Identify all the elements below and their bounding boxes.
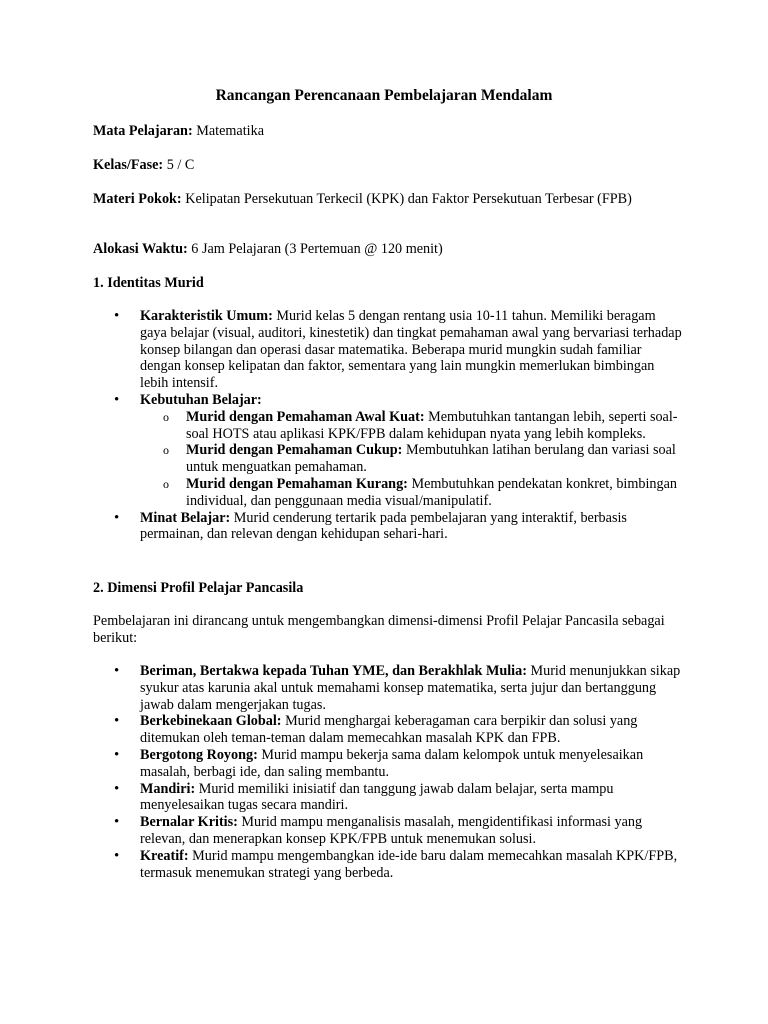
list-item [93, 510, 683, 544]
subject-value: Matematika [192, 123, 264, 139]
class-value: 5 / C [163, 157, 195, 173]
sublist-item [140, 476, 683, 510]
list-item [93, 308, 683, 392]
item-text: Murid cenderung tertarik pada pembelajaran yang interaktif, berbasis permainan, dan relevan dengan kehidupan sehari-hari. [140, 509, 627, 543]
item-label: Mandiri: [140, 780, 196, 797]
list-item [93, 747, 683, 781]
section2-heading: 2. Dimensi Profil Pelajar Pancasila [93, 580, 304, 596]
time-value: 6 Jam Pelajaran (3 Pertemuan @ 120 menit) [187, 241, 443, 257]
item-text: Murid menunjukkan sikap syukur atas karunia akal untuk memahami konsep matematika, serta jujur dan bertanggung jawab dalam mengerjakan tugas. [140, 663, 681, 713]
item-label: Kebutuhan Belajar: [140, 391, 262, 408]
list-item [93, 392, 683, 510]
sublist-item [140, 442, 683, 476]
item-label: Berkebinekaan Global: [140, 713, 282, 730]
item-label: Bergotong Royong: [140, 746, 258, 763]
item-text: Murid menghargai keberagaman cara berpikir dan solusi yang ditemukan oleh teman-teman dalam memecahkan masalah KPK dan FPB. [140, 713, 638, 747]
sublist [140, 409, 683, 510]
item-text: Murid mampu mengembangkan ide-ide baru dalam memecahkan masalah KPK/FPB, termasuk menemukan strategi yang berbeda. [140, 847, 678, 881]
subitem-label: Murid dengan Pemahaman Kurang: [186, 475, 408, 492]
sublist-item [140, 409, 683, 443]
section1-list [93, 308, 683, 543]
section2-intro: Pembelajaran ini dirancang untuk mengembangkan dimensi-dimensi Profil Pelajar Pancasila sebagai berikut: [93, 613, 665, 646]
item-label: Minat Belajar: [140, 509, 231, 526]
item-text: Murid mampu bekerja sama dalam kelompok untuk menyelesaikan masalah, berbagi ide, dan saling membantu. [140, 746, 644, 780]
subitem-label: Murid dengan Pemahaman Cukup: [186, 442, 403, 459]
subitem-text: Membutuhkan pendekatan konkret, bimbingan individual, dan penggunaan media visual/manipulatif. [186, 475, 678, 509]
subitem-text: Membutuhkan latihan berulang dan variasi soal untuk menguatkan pemahaman. [186, 442, 676, 476]
list-item [93, 848, 683, 882]
topic-line [93, 191, 683, 208]
item-label: Bernalar Kritis: [140, 814, 238, 831]
item-text: Murid mampu menganalisis masalah, mengidentifikasi informasi yang relevan, dan menerapkan konsep KPK/FPB untuk menemukan solusi. [140, 814, 643, 847]
list-item [93, 663, 683, 713]
section1-heading: 1. Identitas Murid [93, 275, 204, 291]
list-item [93, 814, 683, 848]
page-title: Rancangan Perencanaan Pembelajaran Mendalam [215, 87, 553, 104]
list-item [93, 713, 683, 747]
item-label: Beriman, Bertakwa kepada Tuhan YME, dan Berakhlak Mulia: [140, 663, 527, 679]
item-text: Murid kelas 5 dengan rentang usia 10-11 tahun. Memiliki beragam gaya belajar (visual, auditori, kinestetik) dan tingkat pemahaman awal yang bervariasi terhadap konsep bilangan dan operasi dasar matematika. Beberapa murid mungkin sudah familiar dengan konsep kelipatan dan faktor, sementara yang lain mungkin memerlukan bimbingan lebih intensif. [140, 308, 682, 392]
time-label: Alokasi Waktu: [93, 241, 188, 257]
subject-label: Mata Pelajaran: [93, 123, 193, 139]
item-text: Murid memiliki inisiatif dan tanggung jawab dalam belajar, serta mampu menyelesaikan tugas secara mandiri. [140, 780, 614, 814]
subject-line [93, 123, 683, 140]
item-label: Karakteristik Umum: [140, 308, 273, 324]
list-item [93, 781, 683, 815]
subitem-text: Membutuhkan tantangan lebih, seperti soal-soal HOTS atau aplikasi KPK/FPB dalam kehidupan nyata yang lebih kompleks. [186, 408, 678, 442]
class-label: Kelas/Fase: [93, 157, 164, 173]
section2-list [93, 663, 683, 881]
subitem-label: Murid dengan Pemahaman Awal Kuat: [186, 408, 425, 425]
time-line [93, 241, 683, 258]
topic-value: Kelipatan Persekutuan Terkecil (KPK) dan Faktor Persekutuan Terbesar (FPB) [181, 191, 632, 207]
item-label: Kreatif: [140, 847, 189, 864]
topic-label: Materi Pokok: [93, 191, 182, 207]
class-line [93, 157, 683, 174]
